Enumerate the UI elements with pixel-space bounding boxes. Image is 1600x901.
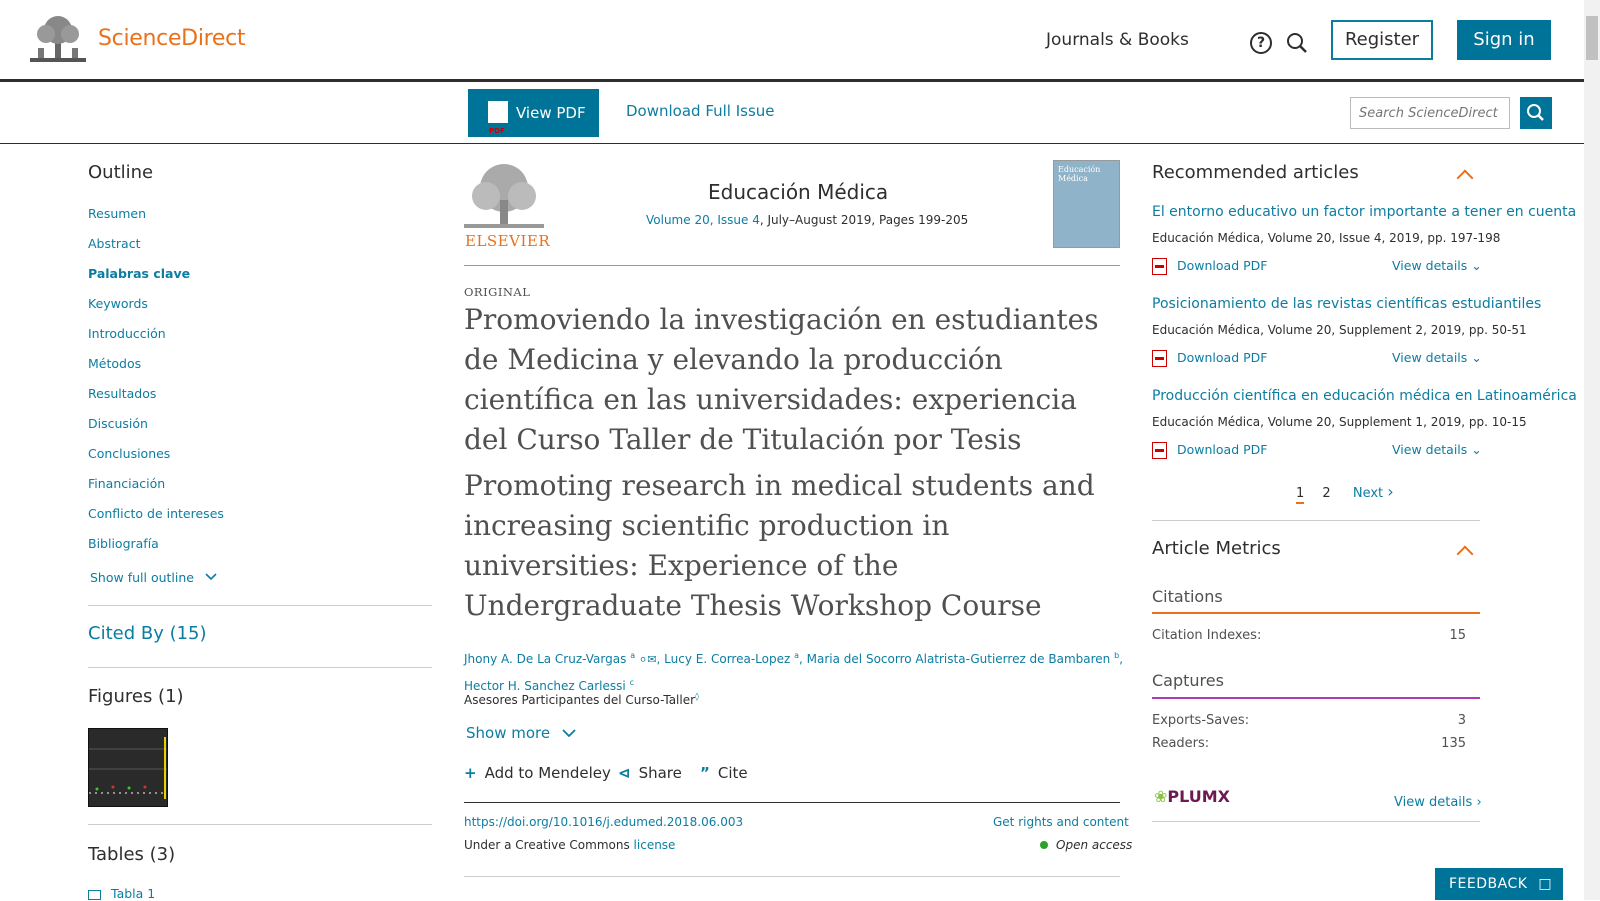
cover-title: Educación Médica: [1058, 165, 1101, 183]
figures-title: Figures (1): [88, 686, 184, 707]
author-list: Jhony A. De La Cruz-Vargas $^a$ ⚪✉, Lucy E. Correa-Lopez $^a$, Maria del Socorro Alatrista-Gutierrez de Bambaren $^b$, Hector H. Sanchez Carlessi $^c$: [464, 651, 1124, 693]
page-scrollbar[interactable]: [1584, 0, 1600, 900]
table-1-link[interactable]: [88, 886, 155, 901]
article-title-spanish: Promoviendo la investigación en estudiantes de Medicina y elevando la producción científica en las universidades: experiencia del Curso Taller de Titulación por Tesis: [464, 303, 1099, 456]
divider: [88, 605, 432, 606]
outline-item[interactable]: Palabras clave: [88, 266, 191, 281]
affiliation-note: Asesores Participantes del Curso-Taller◊: [464, 692, 699, 707]
outline-title: Outline: [88, 162, 154, 183]
table-icon: [88, 890, 101, 900]
collapse-chevron-up-icon[interactable]: [1457, 546, 1474, 563]
chevron-right-icon: ›: [1476, 795, 1482, 810]
outline-item[interactable]: Resultados: [88, 386, 157, 401]
recommended-article-source: Educación Médica, Volume 20, Issue 4, 2019, pp. 197-198: [1152, 231, 1501, 245]
speech-bubble-icon: □: [1538, 876, 1553, 892]
captures-bar: [1152, 697, 1480, 699]
view-details-label: View details: [1392, 350, 1468, 365]
captures-title: Captures: [1152, 671, 1224, 690]
search-icon: [1520, 97, 1552, 129]
scrollbar-thumb[interactable]: [1586, 16, 1598, 60]
outline-item[interactable]: Keywords: [88, 296, 148, 311]
pdf-icon: [488, 101, 508, 123]
page-2-link[interactable]: 2: [1322, 486, 1331, 501]
divider: [464, 876, 1120, 877]
next-page-link[interactable]: Next ›: [1352, 482, 1394, 501]
person-icon: ⚪: [638, 655, 648, 666]
journal-cover-image[interactable]: [1053, 160, 1120, 248]
figure-thumbnail[interactable]: [88, 728, 168, 807]
author-link[interactable]: Hector H. Sanchez Carlessi $^c$: [464, 678, 634, 693]
journals-books-link[interactable]: Journals & Books: [1046, 30, 1189, 50]
register-button[interactable]: Register: [1331, 20, 1433, 60]
share-button[interactable]: [618, 764, 682, 782]
open-access-badge: Open access: [1040, 838, 1132, 852]
search-submit-button[interactable]: [1520, 97, 1552, 129]
sciencedirect-logo[interactable]: ScienceDirect: [98, 26, 246, 51]
chevron-down-icon: ⌄: [1467, 442, 1482, 457]
view-details-label: View details: [1392, 258, 1468, 273]
article-metrics-title: Article Metrics: [1152, 538, 1281, 559]
volume-issue-link[interactable]: Volume 20, Issue 4: [646, 213, 760, 227]
pdf-icon: [1152, 258, 1167, 275]
pdf-icon: [1152, 350, 1167, 367]
volume-info: [646, 213, 968, 227]
recommended-article-title[interactable]: Posicionamiento de las revistas científicas estudiantiles: [1152, 296, 1542, 312]
email-icon[interactable]: ✉: [647, 653, 657, 666]
recommended-view-details-link[interactable]: [1392, 350, 1482, 365]
chevron-down-icon: ⌄: [1467, 258, 1482, 273]
elsevier-wordmark: ELSEVIER: [465, 232, 551, 250]
outline-item[interactable]: Discusión: [88, 416, 148, 431]
cite-label: Cite: [717, 764, 748, 782]
search-input[interactable]: [1350, 97, 1510, 129]
citations-title: Citations: [1152, 587, 1223, 606]
tables-title: Tables (3): [88, 844, 176, 865]
show-full-outline-button[interactable]: [90, 570, 218, 585]
recommended-article-source: Educación Médica, Volume 20, Supplement 2, 2019, pp. 50-51: [1152, 323, 1527, 337]
outline-item[interactable]: Resumen: [88, 206, 147, 221]
outline-item[interactable]: Introducción: [88, 326, 166, 341]
table-1-label: Tabla 1: [111, 886, 156, 901]
cite-button[interactable]: [700, 764, 748, 782]
chevron-down-icon: [204, 572, 218, 582]
elsevier-tree-logo-icon[interactable]: [30, 14, 86, 64]
add-to-mendeley-label: Add to Mendeley: [484, 764, 611, 782]
collapse-chevron-up-icon[interactable]: [1457, 170, 1474, 187]
cited-by-link[interactable]: Cited By (15): [88, 623, 207, 644]
rights-link[interactable]: Get rights and content: [993, 815, 1129, 829]
author-link[interactable]: Jhony A. De La Cruz-Vargas $^a$: [464, 651, 636, 666]
recommended-article-title[interactable]: Producción científica en educación médica en Latinoamérica: [1152, 388, 1577, 404]
doi-link[interactable]: https://doi.org/10.1016/j.edumed.2018.06.003: [464, 815, 744, 829]
pdf-icon: [1152, 442, 1167, 459]
recommended-view-details-link[interactable]: [1392, 258, 1482, 273]
outline-item[interactable]: Financiación: [88, 476, 166, 491]
citation-indexes-value: 15: [1449, 628, 1466, 643]
journal-title[interactable]: Educación Médica: [708, 180, 889, 204]
download-pdf-label: Download PDF: [1177, 258, 1268, 273]
divider: [88, 667, 432, 668]
divider: [464, 802, 1120, 803]
chevron-down-icon: [561, 728, 577, 738]
divider: [1152, 520, 1480, 521]
recommended-pagination: [1296, 482, 1394, 501]
article-type: ORIGINAL: [464, 285, 531, 299]
divider: [464, 265, 1120, 266]
sign-in-button[interactable]: Sign in: [1457, 20, 1551, 60]
citation-indexes-label: Citation Indexes:: [1152, 628, 1262, 643]
recommended-download-pdf-link[interactable]: [1152, 350, 1267, 367]
outline-item[interactable]: Abstract: [88, 236, 141, 251]
exports-saves-value: 3: [1457, 713, 1466, 728]
recommended-title: Recommended articles: [1152, 162, 1359, 183]
article-toolbar: [0, 82, 1584, 144]
quote-icon: ”: [700, 764, 710, 782]
add-to-mendeley-button[interactable]: [464, 764, 611, 782]
search-icon[interactable]: [1286, 32, 1308, 54]
share-label: Share: [638, 764, 682, 782]
volume-pages: , July–August 2019, Pages 199-205: [759, 213, 969, 227]
help-icon[interactable]: ?: [1250, 32, 1272, 54]
readers-label: Readers:: [1152, 736, 1210, 751]
view-details-label: View details: [1392, 442, 1468, 457]
outline-item[interactable]: Conflicto de intereses: [88, 506, 224, 521]
outline-item[interactable]: Métodos: [88, 356, 142, 371]
show-more-button[interactable]: [466, 724, 577, 742]
chevron-down-icon: ⌄: [1467, 350, 1482, 365]
site-header: [0, 0, 1584, 82]
plumx-logo[interactable]: ❀PLUMX: [1154, 787, 1231, 806]
outline-item[interactable]: Conclusiones: [88, 446, 171, 461]
metrics-view-details-link[interactable]: View details ›: [1394, 795, 1482, 810]
share-icon: ⊲: [618, 764, 631, 782]
article-title-english: Promoting research in medical students and increasing scientific production in universities: Experience of the Undergraduate Thesis Workshop Course: [464, 469, 1095, 622]
figure-thumbnail-image: [89, 729, 167, 806]
download-pdf-label: Download PDF: [1177, 442, 1268, 457]
download-full-issue-link[interactable]: Download Full Issue: [626, 102, 775, 120]
chevron-right-icon: ›: [1387, 482, 1394, 501]
divider: [88, 824, 432, 825]
recommended-download-pdf-link[interactable]: [1152, 258, 1267, 275]
exports-saves-label: Exports-Saves:: [1152, 713, 1250, 728]
divider: [1152, 821, 1480, 822]
open-access-dot-icon: [1040, 841, 1048, 849]
view-pdf-button[interactable]: [468, 89, 599, 137]
show-full-outline-label: Show full outline: [90, 570, 194, 585]
outline-item[interactable]: Bibliografía: [88, 536, 159, 551]
view-pdf-label: View PDF: [516, 104, 586, 122]
show-more-label: Show more: [466, 724, 551, 742]
recommended-article-source: Educación Médica, Volume 20, Supplement 1, 2019, pp. 10-15: [1152, 415, 1527, 429]
readers-value: 135: [1441, 736, 1466, 751]
download-pdf-label: Download PDF: [1177, 350, 1268, 365]
license-line: Under a Creative Commons license: [464, 838, 676, 852]
author-link[interactable]: Lucy E. Correa-Lopez $^a$: [664, 651, 800, 666]
page-1-link[interactable]: 1: [1296, 486, 1304, 504]
recommended-view-details-link[interactable]: [1392, 442, 1482, 457]
plumx-icon: ❀: [1154, 787, 1168, 806]
recommended-article-title[interactable]: El entorno educativo un factor importante a tener en cuenta: [1152, 204, 1577, 220]
recommended-download-pdf-link[interactable]: [1152, 442, 1267, 459]
plus-icon: +: [464, 764, 477, 782]
feedback-button[interactable]: FEEDBACK □: [1435, 868, 1563, 900]
license-link[interactable]: license: [633, 838, 676, 852]
author-link[interactable]: Maria del Socorro Alatrista-Gutierrez de Bambaren $^b$: [806, 651, 1120, 666]
citations-bar: [1152, 612, 1480, 614]
